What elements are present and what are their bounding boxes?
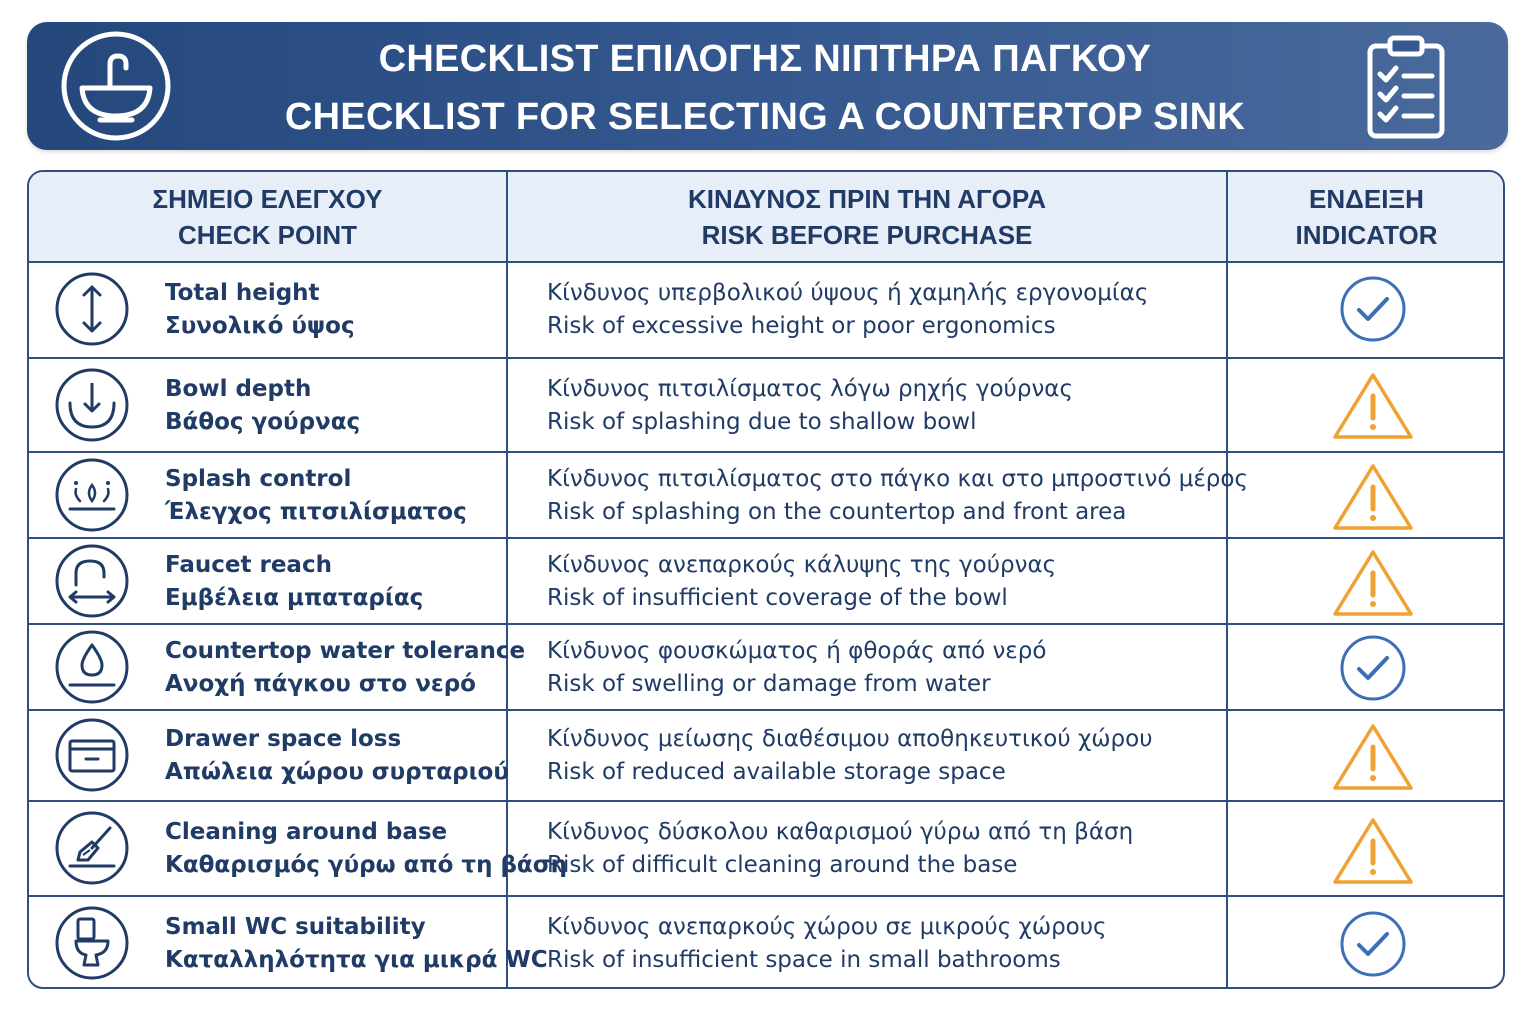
checklist-table <box>27 170 1505 989</box>
check-point-english: Drawer space loss <box>165 726 402 752</box>
column-header-greek: ΚΙΝΔΥΝΟΣ ΠΡΙΝ ΤΗΝ ΑΓΟΡΑ <box>687 183 1047 214</box>
risk-cell <box>547 816 1133 882</box>
risk-cell <box>547 549 1056 615</box>
risk-cell <box>547 635 1046 701</box>
check-point-greek: Έλεγχος πιτσιλίσματος <box>165 499 467 525</box>
column-header-indicator <box>1228 172 1505 261</box>
risk-greek: Κίνδυνος ανεπαρκούς χώρου σε μικρούς χώρους <box>547 914 1107 940</box>
clipboard-checklist-icon <box>1366 34 1446 140</box>
column-header-english: INDICATOR <box>1295 219 1438 250</box>
table-header <box>29 172 1503 263</box>
check-point-cell <box>165 911 548 977</box>
check-point-cell <box>165 463 467 529</box>
column-header-check-point <box>29 172 506 261</box>
water-drop-icon <box>54 629 130 705</box>
warning-icon <box>1329 815 1417 887</box>
risk-english: Risk of splashing on the countertop and front area <box>547 499 1127 525</box>
splash-icon <box>54 457 130 533</box>
check-point-english: Total height <box>165 280 320 306</box>
check-point-english: Faucet reach <box>165 552 332 578</box>
column-header-risk <box>508 172 1226 261</box>
table-row <box>29 261 1503 357</box>
cleaning-brush-icon <box>54 810 130 886</box>
risk-english: Risk of insufficient space in small bathrooms <box>547 947 1061 973</box>
risk-greek: Κίνδυνος ανεπαρκούς κάλυψης της γούρνας <box>547 552 1057 578</box>
risk-greek: Κίνδυνος υπερβολικού ύψους ή χαμηλής εργονομίας <box>547 280 1149 306</box>
check-point-cell <box>165 816 567 882</box>
drawer-icon <box>54 717 130 793</box>
check-point-english: Splash control <box>165 466 352 492</box>
column-header-greek: ΕΝΔΕΙΞΗ <box>1309 183 1424 214</box>
check-point-cell <box>165 635 525 701</box>
sink-icon <box>60 30 172 142</box>
risk-english: Risk of excessive height or poor ergonomics <box>547 313 1056 339</box>
risk-english: Risk of swelling or damage from water <box>547 671 991 697</box>
risk-greek: Κίνδυνος δύσκολου καθαρισμού γύρω από τη βάση <box>547 819 1134 845</box>
risk-cell <box>547 277 1148 343</box>
table-row <box>29 709 1503 800</box>
warning-icon <box>1329 370 1417 442</box>
title-english: CHECKLIST FOR SELECTING A COUNTERTOP SINK <box>284 96 1246 138</box>
faucet-reach-icon <box>54 543 130 619</box>
title-greek: CHECKLIST ΕΠΙΛΟΓΗΣ ΝΙΠΤΗΡΑ ΠΑΓΚΟΥ <box>378 38 1152 80</box>
check-point-english: Bowl depth <box>165 376 312 402</box>
height-arrows-icon <box>54 271 130 347</box>
check-point-greek: Απώλεια χώρου συρταριού <box>165 759 509 785</box>
risk-cell <box>547 911 1107 977</box>
risk-english: Risk of reduced available storage space <box>547 759 1006 785</box>
column-header-greek: ΣΗΜΕΙΟ ΕΛΕΓΧΟΥ <box>152 183 383 214</box>
column-header-english: RISK BEFORE PURCHASE <box>701 219 1033 250</box>
check-point-cell <box>165 373 360 439</box>
table-row <box>29 623 1503 709</box>
table-row <box>29 537 1503 623</box>
check-icon <box>1329 273 1417 345</box>
risk-cell <box>547 463 1248 529</box>
check-point-greek: Καθαρισμός γύρω από τη βάση <box>165 852 568 878</box>
check-point-cell <box>165 723 509 789</box>
check-icon <box>1329 908 1417 980</box>
check-icon <box>1329 632 1417 704</box>
table-row <box>29 800 1503 895</box>
risk-english: Risk of insufficient coverage of the bowl <box>547 585 1008 611</box>
warning-icon <box>1329 547 1417 619</box>
check-point-greek: Εμβέλεια μπαταρίας <box>165 585 424 611</box>
check-point-greek: Βάθος γούρνας <box>165 409 361 435</box>
risk-greek: Κίνδυνος μείωσης διαθέσιμου αποθηκευτικού χώρου <box>547 726 1153 752</box>
risk-cell <box>547 373 1073 439</box>
column-header-english: CHECK POINT <box>177 219 358 250</box>
risk-greek: Κίνδυνος πιτσιλίσματος στο πάγκο και στο μπροστινό μέρος <box>547 466 1248 492</box>
check-point-greek: Συνολικό ύψος <box>165 313 355 339</box>
risk-greek: Κίνδυνος πιτσιλίσματος λόγω ρηχής γούρνας <box>547 376 1073 402</box>
table-row <box>29 357 1503 451</box>
check-point-english: Cleaning around base <box>165 819 448 845</box>
risk-greek: Κίνδυνος φουσκώματος ή φθοράς από νερό <box>547 638 1047 664</box>
check-point-english: Countertop water tolerance <box>165 638 526 664</box>
check-point-english: Small WC suitability <box>165 914 426 940</box>
check-point-greek: Ανοχή πάγκου στο νερό <box>165 671 476 697</box>
warning-icon <box>1329 461 1417 533</box>
risk-cell <box>547 723 1153 789</box>
risk-english: Risk of difficult cleaning around the base <box>547 852 1018 878</box>
bowl-depth-icon <box>54 367 130 443</box>
toilet-icon <box>54 905 130 981</box>
table-row <box>29 895 1503 989</box>
check-point-greek: Καταλληλότητα για μικρά WC <box>165 947 548 973</box>
risk-english: Risk of splashing due to shallow bowl <box>547 409 977 435</box>
check-point-cell <box>165 549 423 615</box>
check-point-cell <box>165 277 355 343</box>
table-row <box>29 451 1503 537</box>
warning-icon <box>1329 721 1417 793</box>
